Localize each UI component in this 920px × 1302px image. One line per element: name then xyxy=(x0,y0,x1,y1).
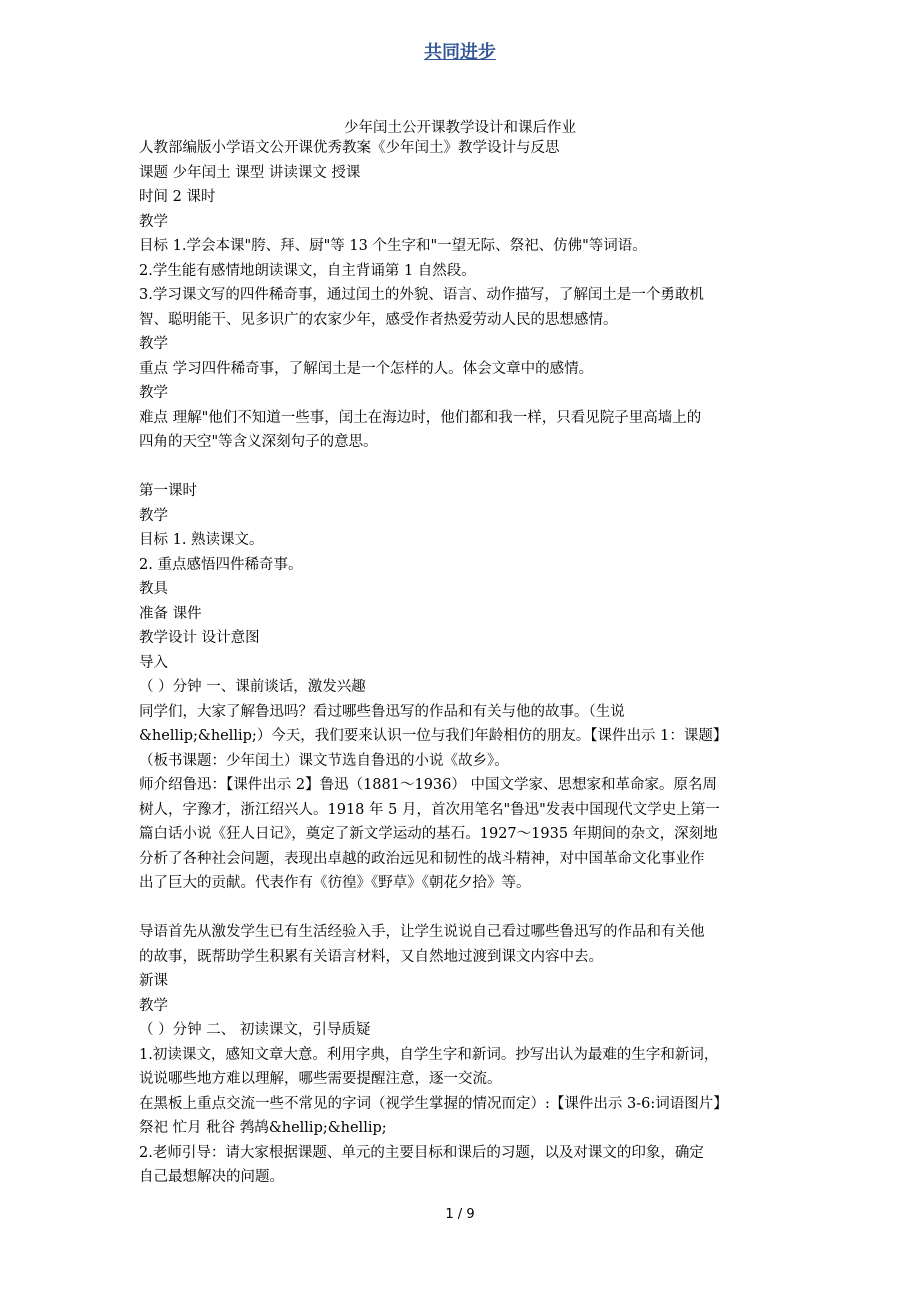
body-line: 2. 重点感悟四件稀奇事。 xyxy=(139,556,303,573)
body-line: 时间 2 课时 xyxy=(139,189,216,205)
body-line: 教学 xyxy=(139,213,168,230)
body-line: （板书课题：少年闰土）课文节选自鲁迅的小说《故乡》。 xyxy=(139,752,509,769)
body-line: 难点 理解"他们不知道一些事，闰土在海边时，他们都和我一样，只看见院子里高墙上的 xyxy=(139,409,702,426)
body-line: 课题 少年闰土 课型 讲读课文 授课 xyxy=(139,164,361,181)
body-line: 教学 xyxy=(139,336,168,352)
body-line: 自己最想解决的问题。 xyxy=(139,1169,284,1185)
body-line: 导语首先从激发学生已有生活经验入手，让学生说说自己看过哪些鲁迅写的作品和有关他 xyxy=(139,924,705,940)
body-line: 新课 xyxy=(139,973,168,989)
body-line: 教学设计 设计意图 xyxy=(139,630,260,646)
body-line: 分析了各种社会问题，表现出卓越的政治远见和韧性的战斗精神，对中国革命文化事业作 xyxy=(139,850,705,867)
body-line: 智、聪明能干、见多识广的农家少年，感受作者热爱劳动人民的思想感情。 xyxy=(139,311,618,328)
body-line: 人教部编版小学语文公开课优秀教案《少年闰土》教学设计与反思 xyxy=(139,140,560,156)
body-line: 四角的天空"等含义深刻句子的意思。 xyxy=(139,434,378,450)
body-line: 树人，字豫才，浙江绍兴人。1918 年 5 月，首次用笔名"鲁迅"发表中国现代文学史上第一 xyxy=(139,801,720,818)
document-title: 少年闰土公开课教学设计和课后作业 xyxy=(344,120,576,136)
body-line: 的故事，既帮助学生积累有关语言材料，又自然地过渡到课文内容中去。 xyxy=(139,948,603,965)
body-line: 第一课时 xyxy=(139,483,197,499)
body-line: 教具 xyxy=(139,581,168,597)
body-line: &hellip;&hellip;）今天，我们要来认识一位与我们年龄相仿的朋友。【课件出示 1：课题】 xyxy=(139,728,728,744)
body-line: 教学 xyxy=(139,997,168,1014)
page-header xyxy=(0,38,920,64)
body-line: 同学们，大家了解鲁迅吗？看过哪些鲁迅写的作品和有关与他的故事。（生说 xyxy=(139,703,625,720)
body-line: 出了巨大的贡献。代表作有《彷徨》《野草》《朝花夕拾》等。 xyxy=(139,875,531,891)
body-line: 目标 1. 熟读课文。 xyxy=(139,532,264,548)
body-line: 教学 xyxy=(139,385,168,401)
body-line: 在黑板上重点交流一些不常见的字词（视学生掌握的情况而定）:【课件出示 3-6:词语图片】 xyxy=(139,1095,728,1112)
body-line: 2.学生能有感情地朗读课文，自主背诵第 1 自然段。 xyxy=(139,262,476,279)
body-line: 师介绍鲁迅：【课件出示 2】鲁迅（1881～1936） 中国文学家、思想家和革命家。原名周 xyxy=(139,777,717,793)
body-line: 2.老师引导：请大家根据课题、单元的主要目标和课后的习题，以及对课文的印象，确定 xyxy=(139,1144,704,1161)
body-line: 篇白话小说《狂人日记》，奠定了新文学运动的基石。1927～1935 年期间的杂文，深刻地 xyxy=(139,826,718,842)
body-line: 准备 课件 xyxy=(139,605,202,622)
body-line: 目标 1.学会本课"胯、拜、厨"等 13 个生字和"一望无际、祭祀、仿佛"等词语。 xyxy=(139,238,647,254)
blank-line xyxy=(139,896,789,921)
header-title[interactable]: 共同进步 xyxy=(424,42,496,63)
blank-line xyxy=(139,455,789,480)
body-line: （ ）分钟 二、 初读课文，引导质疑 xyxy=(139,1022,371,1038)
body-line: 导入 xyxy=(139,654,168,671)
body-line: 3.学习课文写的四件稀奇事，通过闰土的外貌、语言、动作描写，了解闰土是一个勇敢机 xyxy=(139,287,704,303)
body-line: 重点 学习四件稀奇事，了解闰土是一个怎样的人。体会文章中的感情。 xyxy=(139,360,594,377)
body-line: 1.初读课文，感知文章大意。利用字典，自学生字和新词。抄写出认为最难的生字和新词， xyxy=(139,1046,719,1063)
document-body xyxy=(139,136,789,1190)
page-number: 1 / 9 xyxy=(445,1207,475,1222)
body-line: 说说哪些地方难以理解，哪些需要提醒注意，逐一交流。 xyxy=(139,1071,502,1087)
body-line: 祭祀 忙月 秕谷 鹁鸪&hellip;&hellip; xyxy=(139,1120,387,1136)
body-line: （ ）分钟 一、课前谈话，激发兴趣 xyxy=(139,679,366,695)
body-line: 教学 xyxy=(139,507,168,524)
